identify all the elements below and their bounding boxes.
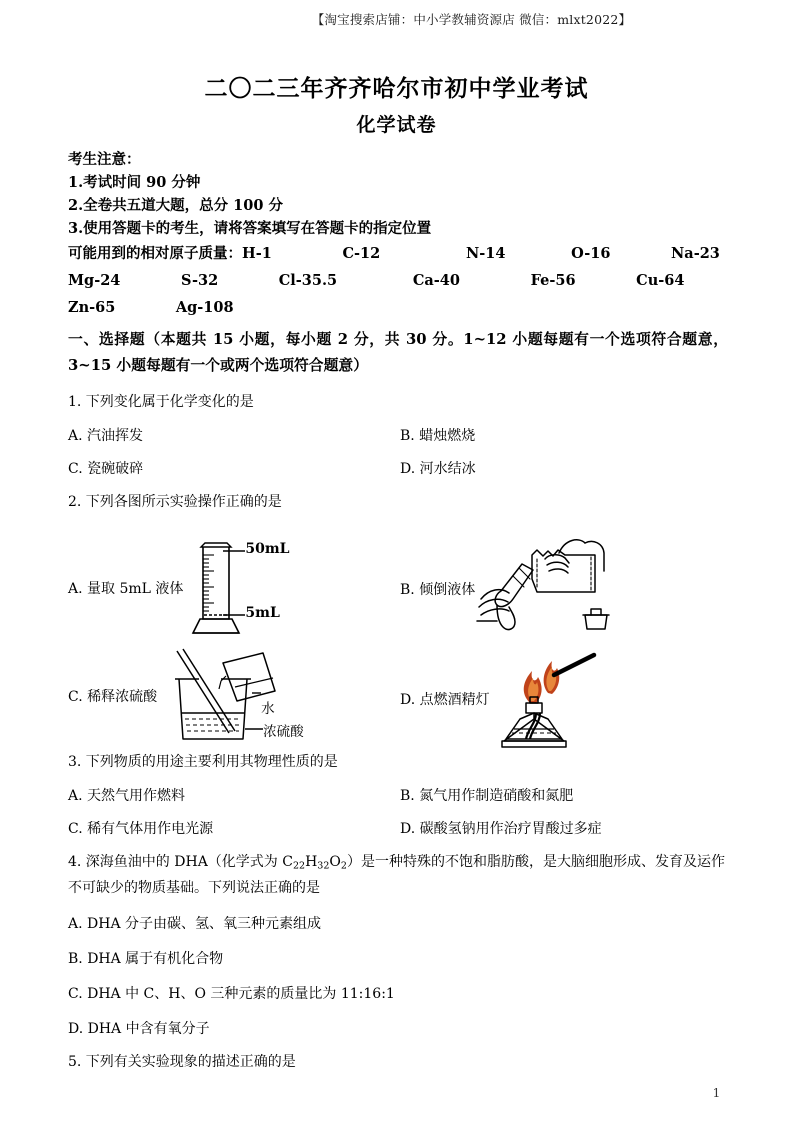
question-2-option-a-label: A. 量取 5mL 液体 — [68, 581, 184, 597]
question-2-option-a[interactable] — [68, 537, 303, 641]
question-3-option-b[interactable]: B. 氮气用作制造硝酸和氮肥 — [400, 788, 574, 804]
question-2-option-d-label: D. 点燃酒精灯 — [400, 692, 490, 708]
question-4-stem — [68, 851, 728, 899]
notice-item-1: 1.考试时间 90 分钟 — [68, 174, 201, 191]
atomic-mass-line-1: 可能用到的相对原子质量：H-1 C-12 N-14 O-16 Na-23 — [68, 245, 720, 262]
question-2-stem: 2. 下列各图所示实验操作正确的是 — [68, 494, 282, 510]
question-3-option-d[interactable]: D. 碳酸氢钠用作治疗胃酸过多症 — [400, 821, 602, 837]
dha-formula-sub-c: 22 — [292, 860, 306, 872]
question-4-option-b[interactable]: B. DHA 属于有机化合物 — [68, 951, 224, 968]
question-1-options-row-2 — [68, 459, 728, 479]
question-5-stem: 5. 下列有关实验现象的描述正确的是 — [68, 1054, 296, 1071]
question-2-option-c-label: C. 稀释浓硫酸 — [68, 689, 158, 705]
question-4-stem-part1: 4. 深海鱼油中的 DHA（化学式为 C — [68, 854, 293, 870]
question-1-option-b[interactable]: B. 蜡烛燃烧 — [400, 428, 476, 444]
atomic-mass-line-3: Zn-65 Ag-108 — [68, 299, 234, 316]
page-subtitle: 化学试卷 — [356, 114, 437, 136]
dilute-acid-annotation-water: 水 — [261, 701, 275, 717]
question-1-option-a[interactable]: A. 汽油挥发 — [68, 428, 144, 444]
notice-item-2: 2.全卷共五道大题，总分 100 分 — [68, 197, 283, 214]
question-4-option-d[interactable]: D. DHA 中含有氧分子 — [68, 1021, 210, 1038]
graduated-cylinder-tick-top: 50mL — [245, 541, 290, 557]
page-title: 二〇二三年齐齐哈尔市初中学业考试 — [204, 75, 589, 102]
question-4-option-a[interactable]: A. DHA 分子由碳、氢、氧三种元素组成 — [68, 916, 322, 933]
notice-item-3: 3.使用答题卡的考生，请将答案填写在答题卡的指定位置 — [68, 220, 432, 237]
pouring-liquid-icon — [475, 537, 645, 643]
question-2-option-b[interactable] — [400, 537, 645, 643]
dilute-acid-annotation-acid: 浓硫酸 — [263, 724, 304, 740]
atomic-mass-line-2: Mg-24 S-32 Cl-35.5 Ca-40 Fe-56 Cu-64 — [68, 272, 685, 289]
graduated-cylinder-icon — [183, 537, 303, 641]
section-heading-choice: 一、选择题（本题共 15 小题，每小题 2 分，共 30 分。1~12 小题每题有一个选项符合题意，3~15 小题每题有一个或两个选项符合题意） — [68, 331, 728, 374]
question-1-stem: 1. 下列变化属于化学变化的是 — [68, 394, 254, 410]
question-1-options-row-1 — [68, 426, 728, 446]
page-number: 1 — [712, 1086, 721, 1100]
question-3-option-a[interactable]: A. 天然气用作燃料 — [68, 788, 186, 804]
dha-formula-sub-o: 2 — [340, 860, 347, 872]
question-1-option-d[interactable]: D. 河水结冰 — [400, 461, 476, 477]
notice-heading: 考生注意： — [68, 151, 141, 168]
question-2-option-c[interactable] — [68, 647, 317, 747]
graduated-cylinder-tick-bottom: 5mL — [245, 605, 280, 621]
watermark-text: 【淘宝搜索店铺：中小学教辅资源店 微信：mlxt2022】 — [311, 12, 632, 27]
question-4-options — [68, 914, 728, 1039]
question-2-option-d[interactable] — [400, 647, 620, 753]
question-3-options-row-1 — [68, 786, 728, 806]
question-3-options-row-2 — [68, 819, 728, 839]
dha-formula-sub-h: 32 — [317, 860, 330, 872]
question-4-stem-part4: ）是一种特殊的不饱和脂肪酸，是大脑细胞形成、发育及运作不可缺少的物质基础。下列说法正确的是 — [68, 854, 725, 897]
question-4-stem-part3: O — [329, 854, 341, 870]
dilute-sulfuric-acid-icon — [157, 647, 317, 747]
alcohol-lamp-icon — [490, 647, 620, 753]
question-3-stem: 3. 下列物质的用途主要利用其物理性质的是 — [68, 754, 338, 770]
question-4-option-c[interactable]: C. DHA 中 C、H、O 三种元素的质量比为 11:16:1 — [68, 986, 395, 1003]
question-2-option-b-label: B. 倾倒液体 — [400, 582, 476, 598]
document-body — [68, 148, 728, 1073]
question-3-option-c[interactable]: C. 稀有气体用作电光源 — [68, 821, 214, 837]
question-4-stem-part2: H — [305, 854, 318, 870]
question-1-option-c[interactable]: C. 瓷碗破碎 — [68, 461, 144, 477]
question-2-figure-block — [68, 519, 728, 741]
